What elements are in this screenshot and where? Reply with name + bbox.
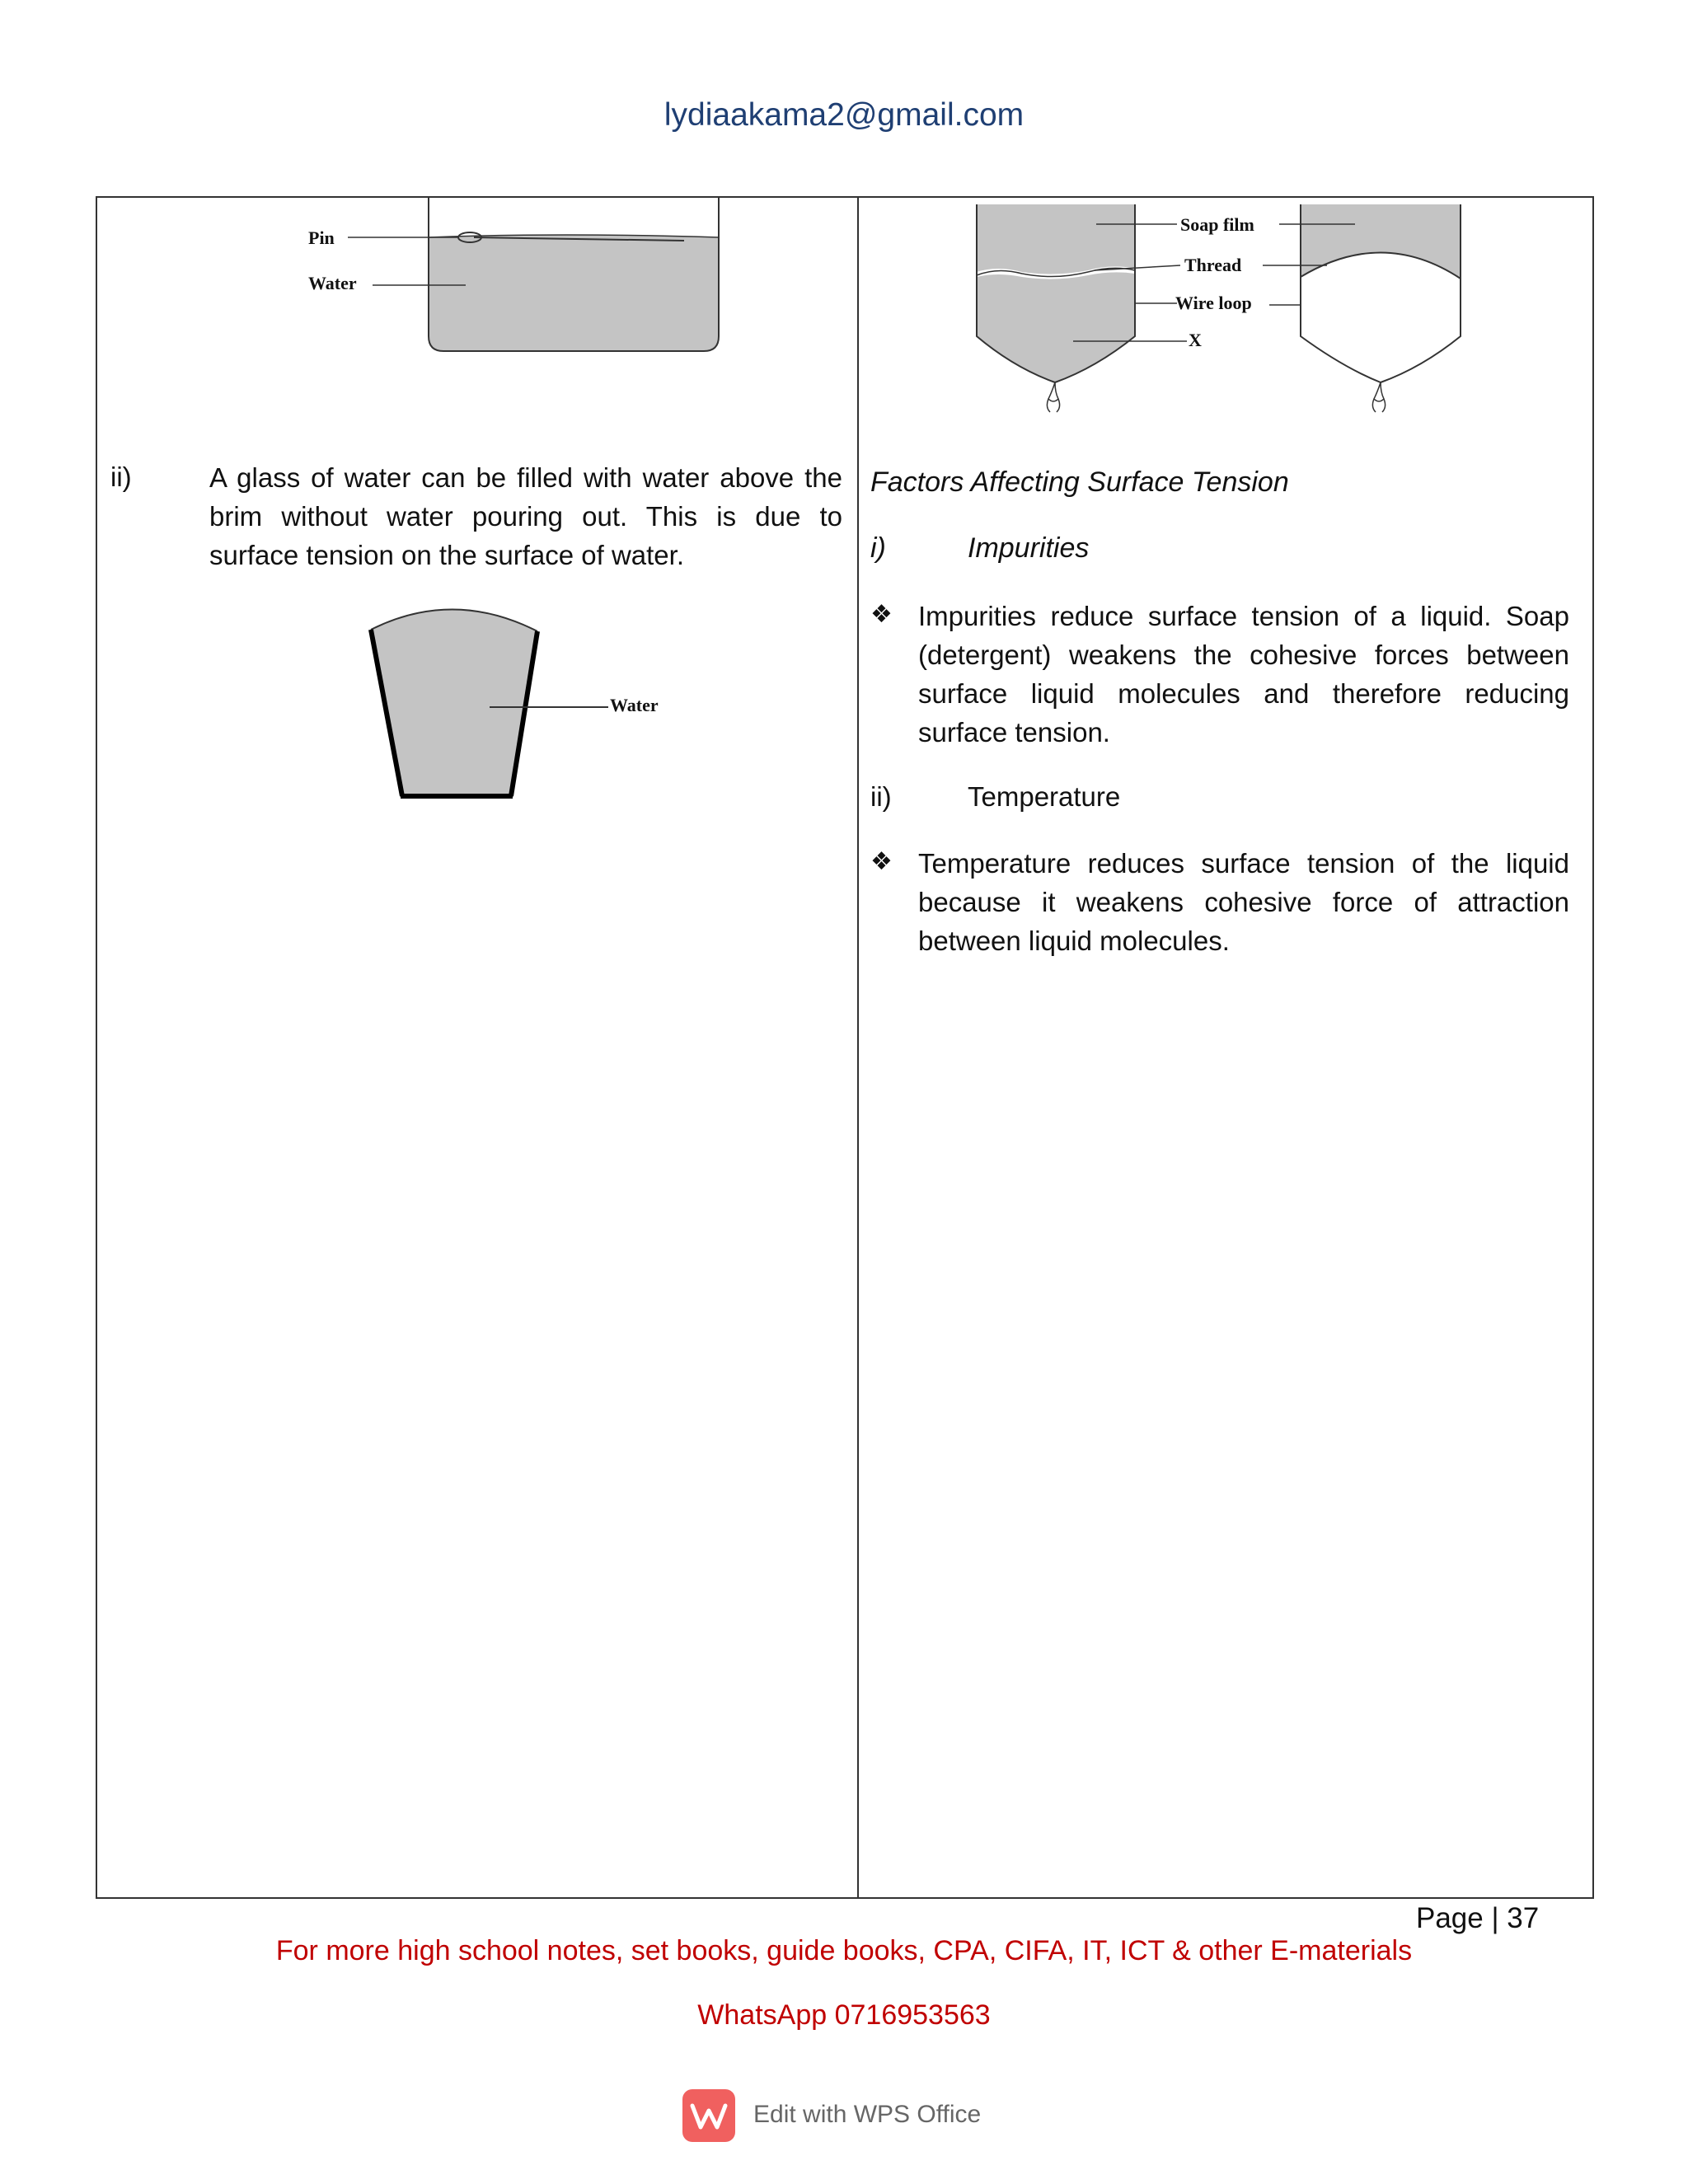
- thread-label: Thread: [1184, 255, 1242, 275]
- pin-floating-diagram: [297, 196, 725, 354]
- wps-logo-icon[interactable]: [682, 2089, 735, 2142]
- wps-edit-link[interactable]: Edit with WPS Office: [753, 2101, 982, 2128]
- left-handle: [1047, 382, 1059, 412]
- pin-label: Pin: [308, 227, 335, 248]
- glass-brim-text: A glass of water can be filled with water above the brim without water pouring out. This is due to surface tension on the surface of water.: [209, 462, 842, 570]
- factor-i-title: Impurities: [968, 532, 1090, 564]
- glass-water-label: Water: [610, 695, 659, 715]
- section-title: Factors Affecting Surface Tension: [870, 466, 1289, 498]
- bullet-icon: ❖: [870, 848, 893, 875]
- wire-loop-label: Wire loop: [1175, 293, 1252, 313]
- left-frame-fill: [977, 204, 1135, 382]
- right-frame-fill: [1301, 204, 1461, 279]
- right-handle: [1372, 382, 1385, 412]
- x-label: X: [1189, 330, 1202, 350]
- promo-line: For more high school notes, set books, guide books, CPA, CIFA, IT, ICT & other E-materials: [275, 1935, 1413, 1966]
- whatsapp-line: WhatsApp 0716953563: [697, 1999, 991, 2031]
- water-fill: [429, 235, 719, 351]
- factor-ii-title: Temperature: [968, 781, 1121, 812]
- impurities-text: Impurities reduce surface tension of a liquid. Soap (detergent) weakens the cohesive forces between surface liquid molecules and therefore reducing surface tension.: [918, 601, 1569, 748]
- soap-film-label: Soap film: [1180, 214, 1254, 235]
- item-number: ii): [110, 462, 132, 492]
- temperature-text: Temperature reduces surface tension of the liquid because it weakens cohesive force of attraction between liquid molecules.: [918, 848, 1569, 956]
- header-email: lydiaakama2@gmail.com: [663, 97, 1025, 133]
- content-table: [96, 196, 1594, 1899]
- column-divider: [857, 196, 859, 1899]
- water-label: Water: [308, 273, 357, 293]
- page-number: Page | 37: [1416, 1902, 1540, 1934]
- factor-ii-number: ii): [870, 781, 892, 812]
- bullet-icon: ❖: [870, 601, 893, 628]
- factor-i-number: i): [870, 532, 886, 564]
